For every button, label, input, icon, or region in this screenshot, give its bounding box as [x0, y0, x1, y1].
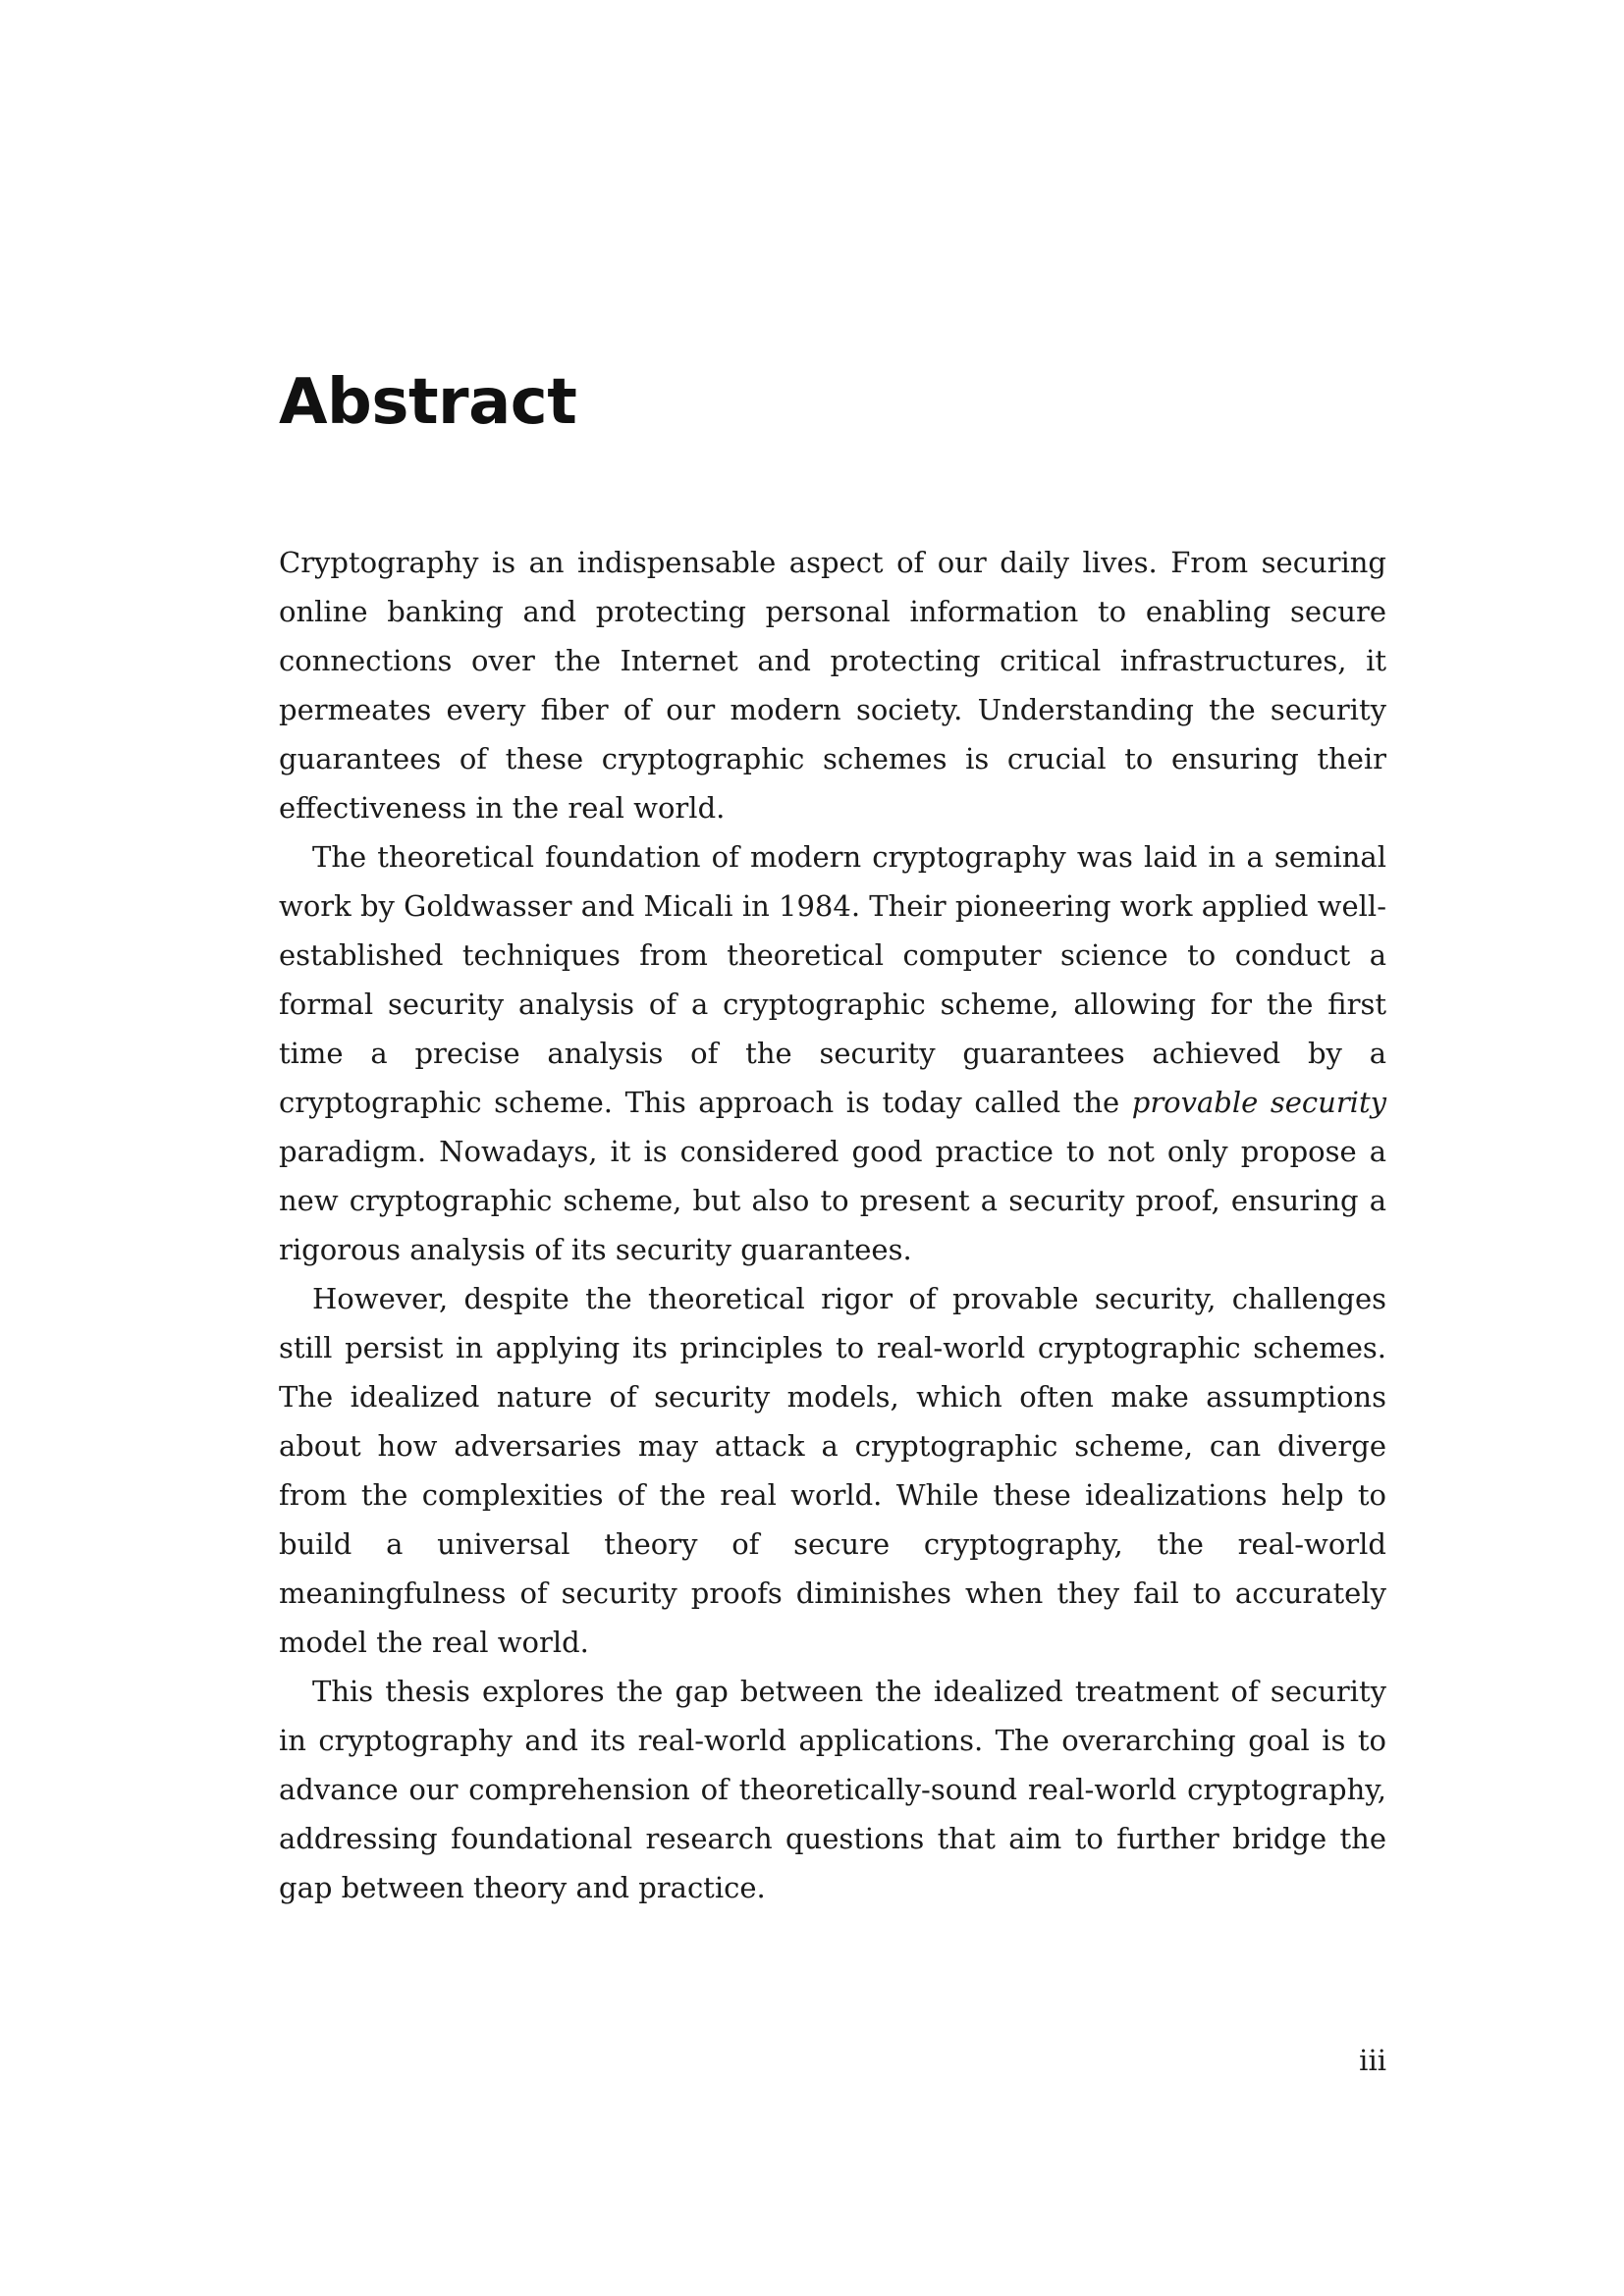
paragraph-3: However, despite the theoretical rigor of provable security, challenges still persist in applying its principles to real-world cryptographic schemes. The idealized nature of security models, which often make assumptions about how adversaries may attack a cryptographic scheme, can diverge from the complexities of the real world. While these idealizations help to build a universal theory of secure cryptography, the real-world meaningfulness of security proofs diminishes when they fail to accurately model the real world.: [279, 1282, 1386, 1659]
paragraph-2-text-before: The theoretical foundation of modern cryptography was laid in a seminal work by Goldwasser and Micali in 1984. Their pioneering work applied well-established techniques from theoretical computer science to conduct a formal security analysis of a cryptographic scheme, allowing for the first time a precise analysis of the security guarantees achieved by a cryptographic scheme. This approach is today called the: [279, 840, 1386, 1119]
paragraph-2: [279, 832, 1386, 1274]
abstract-body: [279, 538, 1386, 1912]
emphasis-provable-security: provable security: [1131, 1086, 1386, 1119]
page-title: Abstract: [279, 366, 577, 439]
paragraph-2-text-after: paradigm. Nowadays, it is considered good practice to not only propose a new cryptographic scheme, but also to present a security proof, ensuring a rigorous analysis of its security guarantees.: [279, 1135, 1386, 1266]
page-number: iii: [1359, 2044, 1386, 2077]
paragraph-1: Cryptography is an indispensable aspect of our daily lives. From securing online banking and protecting personal information to enabling secure connections over the Internet and protecting critical infrastructures, it permeates every fiber of our modern society. Understanding the security guarantees of these cryptographic schemes is crucial to ensuring their effectiveness in the real world.: [279, 546, 1386, 825]
paragraph-4: This thesis explores the gap between the idealized treatment of security in cryptography and its real-world applications. The overarching goal is to advance our comprehension of theoretically-sound real-world cryptography, addressing foundational research questions that aim to further bridge the gap between theory and practice.: [279, 1675, 1386, 1904]
